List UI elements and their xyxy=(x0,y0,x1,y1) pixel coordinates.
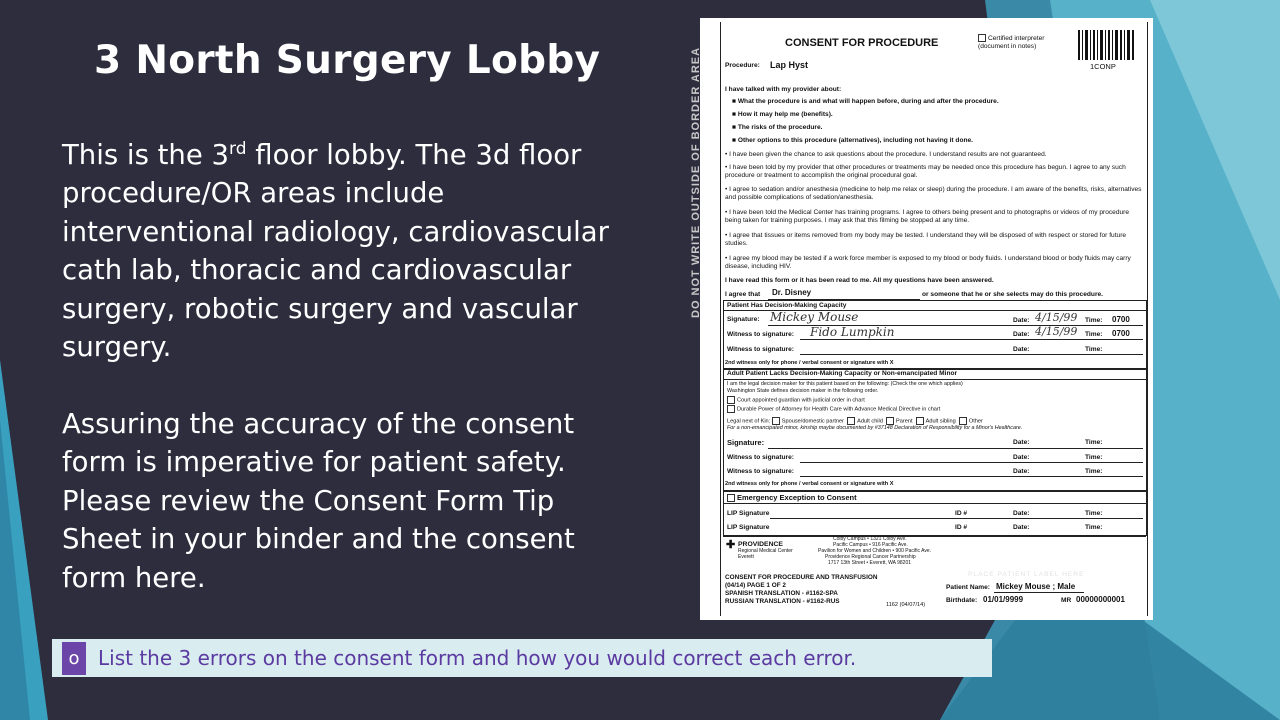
consent-form xyxy=(690,18,1153,620)
witness-signature: Fido Lumpkin xyxy=(810,325,895,339)
form-code: 1CONP xyxy=(1090,62,1116,71)
mr-label: MR xyxy=(1061,597,1072,604)
date-value-2: 4/15/99 xyxy=(1035,325,1078,338)
emergency-label: Emergency Exception to Consent xyxy=(727,493,857,502)
footer-rule xyxy=(723,536,1146,537)
time-label-4: Time: xyxy=(1085,439,1103,446)
footer-spanish: SPANISH TRANSLATION - #1162-SPA xyxy=(725,590,838,597)
kin-checkbox-4 xyxy=(916,417,924,425)
kin-checkbox-2 xyxy=(847,417,855,425)
date-label-2: Date: xyxy=(1013,331,1030,338)
time-label-7: Time: xyxy=(1085,510,1103,517)
kin-checkbox-1 xyxy=(772,417,780,425)
birthdate-label: Birthdate: xyxy=(946,597,978,604)
read-statement: I have read this form or it has been read to me. All my questions have been answered. xyxy=(725,277,994,284)
signature-label-2: Signature: xyxy=(727,438,765,447)
witness-label-2: Witness to signature: xyxy=(727,346,794,353)
time-label-1: Time: xyxy=(1085,317,1103,324)
witness2-line xyxy=(800,354,1143,355)
procedure-value: Lap Hyst xyxy=(770,60,809,70)
witness-label: Witness to signature: xyxy=(727,331,794,338)
signature-line-2 xyxy=(768,448,1143,449)
lobby-description xyxy=(62,136,622,366)
time-value-2: 0700 xyxy=(1112,329,1130,338)
para1-post: floor lobby. The 3d floor procedure/OR areas include interventional radiology, cardiovascular cath lab, thoracic and cardiovascular surgery, robotic surgery and vascular surgery. xyxy=(62,139,609,364)
time-label-3: Time: xyxy=(1085,346,1103,353)
second-witness-note: 2nd witness only for phone / verbal consent or signature with X xyxy=(725,360,894,366)
address-4: Providence Regional Cancer Partnership xyxy=(825,554,916,560)
bullet-marker: o xyxy=(62,642,86,675)
patient-name-label: Patient Name: xyxy=(946,584,990,591)
section2-title-rule xyxy=(723,379,1146,380)
interpreter-label: Certified interpreter (document in notes) xyxy=(978,34,1045,50)
para1-sup: rd xyxy=(229,138,247,159)
date-label-8: Date: xyxy=(1013,524,1030,531)
id-label-1: ID # xyxy=(955,510,968,517)
witness-label-3: Witness to signature: xyxy=(727,454,794,461)
agree-name: Dr. Disney xyxy=(772,288,812,297)
guardian-checkbox xyxy=(727,396,735,404)
footer-form-number: 1162 (04/07/14) xyxy=(886,602,926,608)
section1-title: Patient Has Decision-Making Capacity xyxy=(727,302,847,309)
form-right-border xyxy=(1147,22,1148,616)
interpreter-note xyxy=(978,34,1068,51)
statement-6: • I agree my blood may be tested if a work force member is exposed to my blood or body fluids. I understand blood or body fluids may carry disease, including HIV. xyxy=(725,255,1131,270)
bullet-2: ■ How it may help me (benefits). xyxy=(732,111,833,118)
date-label-6: Date: xyxy=(1013,468,1030,475)
poa-checkbox xyxy=(727,405,735,413)
birthdate-value: 01/01/9999 xyxy=(983,595,1024,604)
legal-option-guardian: Court appointed guardian with judicial order in chart xyxy=(727,396,865,404)
witness-line-4 xyxy=(800,476,1143,477)
witness-label-4: Witness to signature: xyxy=(727,468,794,475)
date-label-3: Date: xyxy=(1013,346,1030,353)
legal-line-1: I am the legal decision maker for this patient based on the following: (Check the one which applies) xyxy=(727,381,963,387)
statement-4: • I have been told the Medical Center has training programs. I agree to others being present and to photographs or videos of my procedure being taken for training purposes. I may ask that this filming be stopped at any time. xyxy=(725,209,1130,224)
witness-line xyxy=(800,339,1143,340)
id-label-2: ID # xyxy=(955,524,968,531)
barcode-icon xyxy=(1078,30,1134,60)
second-witness-note-2: 2nd witness only for phone / verbal consent or signature with X xyxy=(725,481,894,487)
date-label-5: Date: xyxy=(1013,454,1030,461)
mr-value: 00000000001 xyxy=(1076,595,1125,604)
procedure-label: Procedure: xyxy=(725,62,760,69)
agree-rest: or someone that he or she selects may do this procedure. xyxy=(922,291,1104,298)
emergency-checkbox xyxy=(727,494,735,502)
address-1: Colby Campus • 1321 Colby Ave. xyxy=(833,536,907,542)
legal-next-of-kin: Legal next of Kin: Spouse/domestic partner Adult child Parent Adult sibling Other xyxy=(727,418,983,425)
date-label-4: Date: xyxy=(1013,439,1030,446)
question-banner xyxy=(52,639,992,677)
statement-2: • I have been told by my provider that other procedures or treatments may be needed once this procedure has begun. I agree to any such procedure or treatment to accomplish the original procedural goal. xyxy=(725,164,1126,179)
kin-checkbox-5 xyxy=(959,417,967,425)
provider-sub-1: Regional Medical Center xyxy=(738,548,793,554)
section2-title: Adult Patient Lacks Decision-Making Capacity or Non-emancipated Minor xyxy=(727,370,958,377)
emergency-title-rule xyxy=(723,503,1146,504)
statement-5: • I agree that tissues or items removed from my body may be tested. I understand they will be disposed of with respect or stored for future studies. xyxy=(725,232,1127,247)
form-left-border xyxy=(720,22,721,616)
talked-heading: I have talked with my provider about: xyxy=(725,86,842,93)
legal-minor-note: For a non-emancipated minor, kinship maybe documented by #37148 Declaration of Responsibility for a Minor's Healthcare. xyxy=(727,425,1023,431)
statement-1: • I have been given the chance to ask questions about the procedure. I understand results are not guaranteed. xyxy=(725,151,1047,158)
legal-line-2: Washington State defines decision maker in the following order. xyxy=(727,388,879,394)
patient-label-area: PLACE PATIENT LABEL HERE xyxy=(968,571,1085,578)
address-2: Pacific Campus • 916 Pacific Ave. xyxy=(833,542,908,548)
lip-signature-2: LIP Signature xyxy=(727,524,770,531)
question-text: List the 3 errors on the consent form and how you would correct each error. xyxy=(98,646,857,670)
slide-title: 3 North Surgery Lobby xyxy=(94,38,601,83)
patient-name-value: Mickey Mouse ; Male xyxy=(996,582,1076,591)
bullet-3: ■ The risks of the procedure. xyxy=(732,124,823,131)
footer-title: CONSENT FOR PROCEDURE AND TRANSFUSION xyxy=(725,574,878,581)
time-label-8: Time: xyxy=(1085,524,1103,531)
para1-pre: This is the 3 xyxy=(62,139,230,171)
time-value-1: 0700 xyxy=(1112,315,1130,324)
time-label-5: Time: xyxy=(1085,454,1103,461)
bullet-4: ■ Other options to this procedure (alternatives), including not having it done. xyxy=(732,137,974,144)
consent-instructions: Assuring the accuracy of the consent form is imperative for patient safety. Please review the Consent Form Tip Sheet in your binder and the consent form here. xyxy=(62,408,575,594)
time-label-2: Time: xyxy=(1085,331,1103,338)
border-warning-text: DO NOT WRITE OUTSIDE OF BORDER AREA xyxy=(690,46,702,318)
provider-name: PROVIDENCE xyxy=(738,541,783,548)
date-label-7: Date: xyxy=(1013,510,1030,517)
agree-label: I agree that xyxy=(725,291,761,298)
signature-label: Signature: xyxy=(727,316,760,323)
lip-line-1 xyxy=(770,518,1143,519)
footer-page: (04/14) PAGE 1 OF 2 xyxy=(725,582,786,589)
kin-checkbox-3 xyxy=(886,417,894,425)
cross-icon: ✚ xyxy=(726,539,736,551)
address-3: Pavilion for Women and Children • 900 Pacific Ave. xyxy=(818,548,932,554)
footer-russian: RUSSIAN TRANSLATION - #1162-RUS xyxy=(725,598,840,605)
interpreter-checkbox xyxy=(978,34,986,42)
witness-line-3 xyxy=(800,462,1143,463)
time-label-6: Time: xyxy=(1085,468,1103,475)
patient-signature: Mickey Mouse xyxy=(770,310,859,324)
form-title: CONSENT FOR PROCEDURE xyxy=(785,37,939,49)
date-value-1: 4/15/99 xyxy=(1035,311,1078,324)
lip-signature-1: LIP Signature xyxy=(727,510,770,517)
address-5: 1717 13th Street • Everett, WA 98201 xyxy=(828,560,912,566)
provider-sub-2: Everett xyxy=(738,554,754,560)
bullet-1: ■ What the procedure is and what will happen before, during and after the procedure. xyxy=(732,98,999,105)
patient-name-line xyxy=(994,592,1084,593)
date-label-1: Date: xyxy=(1013,317,1030,324)
legal-option-poa: Durable Power of Attorney for Health Care with Advance Medical Directive in chart xyxy=(727,405,940,413)
statement-3: • I agree to sedation and/or anesthesia (medicine to help me relax or sleep) during the procedure. I am aware of the benefits, risks, alternatives and possible complications of sedation/anesthesia. xyxy=(725,186,1142,201)
